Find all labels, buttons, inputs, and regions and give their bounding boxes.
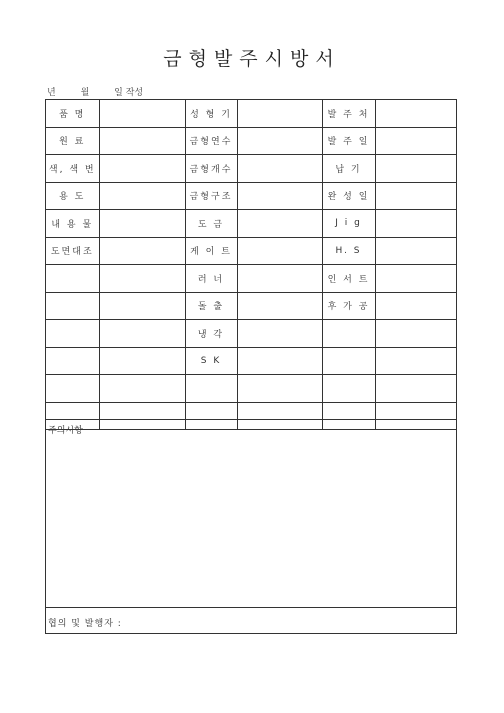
date-month-label: 월 xyxy=(80,88,90,98)
label-cell-label-2: 금형연수 xyxy=(185,127,237,155)
table-row xyxy=(46,347,456,375)
label-cell-label-1: 용 도 xyxy=(46,182,99,210)
table-row xyxy=(46,210,456,238)
value-cell-value-1[interactable] xyxy=(99,127,185,155)
label-cell-label-3 xyxy=(322,320,375,348)
value-cell-value-2[interactable] xyxy=(237,237,322,265)
label-cell-label-1 xyxy=(46,347,99,375)
value-cell-value-1[interactable] xyxy=(99,100,185,127)
order-spec-form xyxy=(45,99,457,634)
label-cell-label-3 xyxy=(322,347,375,375)
table-row xyxy=(46,375,456,403)
value-cell-value-3[interactable] xyxy=(375,182,456,210)
value-cell-value-1[interactable] xyxy=(99,320,185,348)
issuer-section xyxy=(46,607,456,633)
notes-label: 주의시항 xyxy=(48,426,83,436)
label-cell-label-1: 내 용 물 xyxy=(46,210,99,238)
label-cell-label-1 xyxy=(46,375,99,403)
label-cell-label-3 xyxy=(322,375,375,403)
value-cell-value-3[interactable] xyxy=(375,347,456,375)
value-cell-value-3[interactable] xyxy=(375,127,456,155)
value-cell-value-3[interactable] xyxy=(375,375,456,403)
value-cell-value-2[interactable] xyxy=(237,292,322,320)
value-cell-value-1[interactable] xyxy=(99,210,185,238)
label-cell-label-1: 품 명 xyxy=(46,100,99,127)
value-cell-value-3[interactable] xyxy=(375,320,456,348)
value-cell-value-3[interactable] xyxy=(375,237,456,265)
value-cell-value-1[interactable] xyxy=(99,237,185,265)
notes-section xyxy=(46,419,456,607)
label-cell-label-3: 후 가 공 xyxy=(322,292,375,320)
spec-table xyxy=(46,100,456,430)
label-cell-label-1: 도면대조 xyxy=(46,237,99,265)
date-year-label: 년 xyxy=(47,88,56,98)
label-cell-label-2: 게 이 트 xyxy=(185,237,237,265)
value-cell-value-1[interactable] xyxy=(99,155,185,183)
value-cell-value-1[interactable] xyxy=(99,347,185,375)
label-cell-label-1: 색, 색 번 xyxy=(46,155,99,183)
label-cell-label-2: 성 형 기 xyxy=(185,100,237,127)
value-cell-value-1[interactable] xyxy=(99,182,185,210)
label-cell-label-3: 발 주 처 xyxy=(322,100,375,127)
value-cell-value-2[interactable] xyxy=(237,127,322,155)
value-cell-value-3[interactable] xyxy=(375,100,456,127)
label-cell-label-3: J i g xyxy=(322,210,375,238)
value-cell-value-3[interactable] xyxy=(375,155,456,183)
value-cell-value-2[interactable] xyxy=(237,265,322,293)
label-cell-label-1 xyxy=(46,320,99,348)
value-cell-value-2[interactable] xyxy=(237,320,322,348)
label-cell-label-2: 금형구조 xyxy=(185,182,237,210)
value-cell-value-3[interactable] xyxy=(375,292,456,320)
value-cell-value-3[interactable] xyxy=(375,265,456,293)
label-cell-label-2: 금형개수 xyxy=(185,155,237,183)
table-row xyxy=(46,100,456,127)
value-cell-value-1[interactable] xyxy=(99,265,185,293)
label-cell-label-3: 발 주 일 xyxy=(322,127,375,155)
label-cell-label-2: 러 너 xyxy=(185,265,237,293)
value-cell-value-1[interactable] xyxy=(99,292,185,320)
table-row xyxy=(46,182,456,210)
value-cell-value-2[interactable] xyxy=(237,155,322,183)
value-cell-value-2[interactable] xyxy=(237,347,322,375)
value-cell-value-3[interactable] xyxy=(375,210,456,238)
label-cell-label-2: 냉 각 xyxy=(185,320,237,348)
label-cell-label-1: 원 료 xyxy=(46,127,99,155)
label-cell-label-2: 도 금 xyxy=(185,210,237,238)
label-cell-label-1 xyxy=(46,292,99,320)
label-cell-label-3: 인 서 트 xyxy=(322,265,375,293)
document-title: 금형발주시방서 xyxy=(163,48,341,70)
label-cell-label-2 xyxy=(185,375,237,403)
value-cell-value-2[interactable] xyxy=(237,210,322,238)
table-row xyxy=(46,320,456,348)
value-cell-value-2[interactable] xyxy=(237,182,322,210)
label-cell-label-1 xyxy=(46,265,99,293)
date-day-label: 일 작성 xyxy=(114,88,144,98)
value-cell-value-2[interactable] xyxy=(237,375,322,403)
table-row xyxy=(46,127,456,155)
value-cell-value-2[interactable] xyxy=(237,100,322,127)
table-row xyxy=(46,292,456,320)
table-row xyxy=(46,237,456,265)
label-cell-label-2: S K xyxy=(185,347,237,375)
table-row xyxy=(46,155,456,183)
table-row xyxy=(46,265,456,293)
label-cell-label-2: 돌 출 xyxy=(185,292,237,320)
issuer-label: 협의 및 발행자 : xyxy=(48,619,122,629)
label-cell-label-3: 완 성 일 xyxy=(322,182,375,210)
label-cell-label-3: 납 기 xyxy=(322,155,375,183)
value-cell-value-1[interactable] xyxy=(99,375,185,403)
date-line xyxy=(47,85,143,98)
label-cell-label-3: H. S xyxy=(322,237,375,265)
